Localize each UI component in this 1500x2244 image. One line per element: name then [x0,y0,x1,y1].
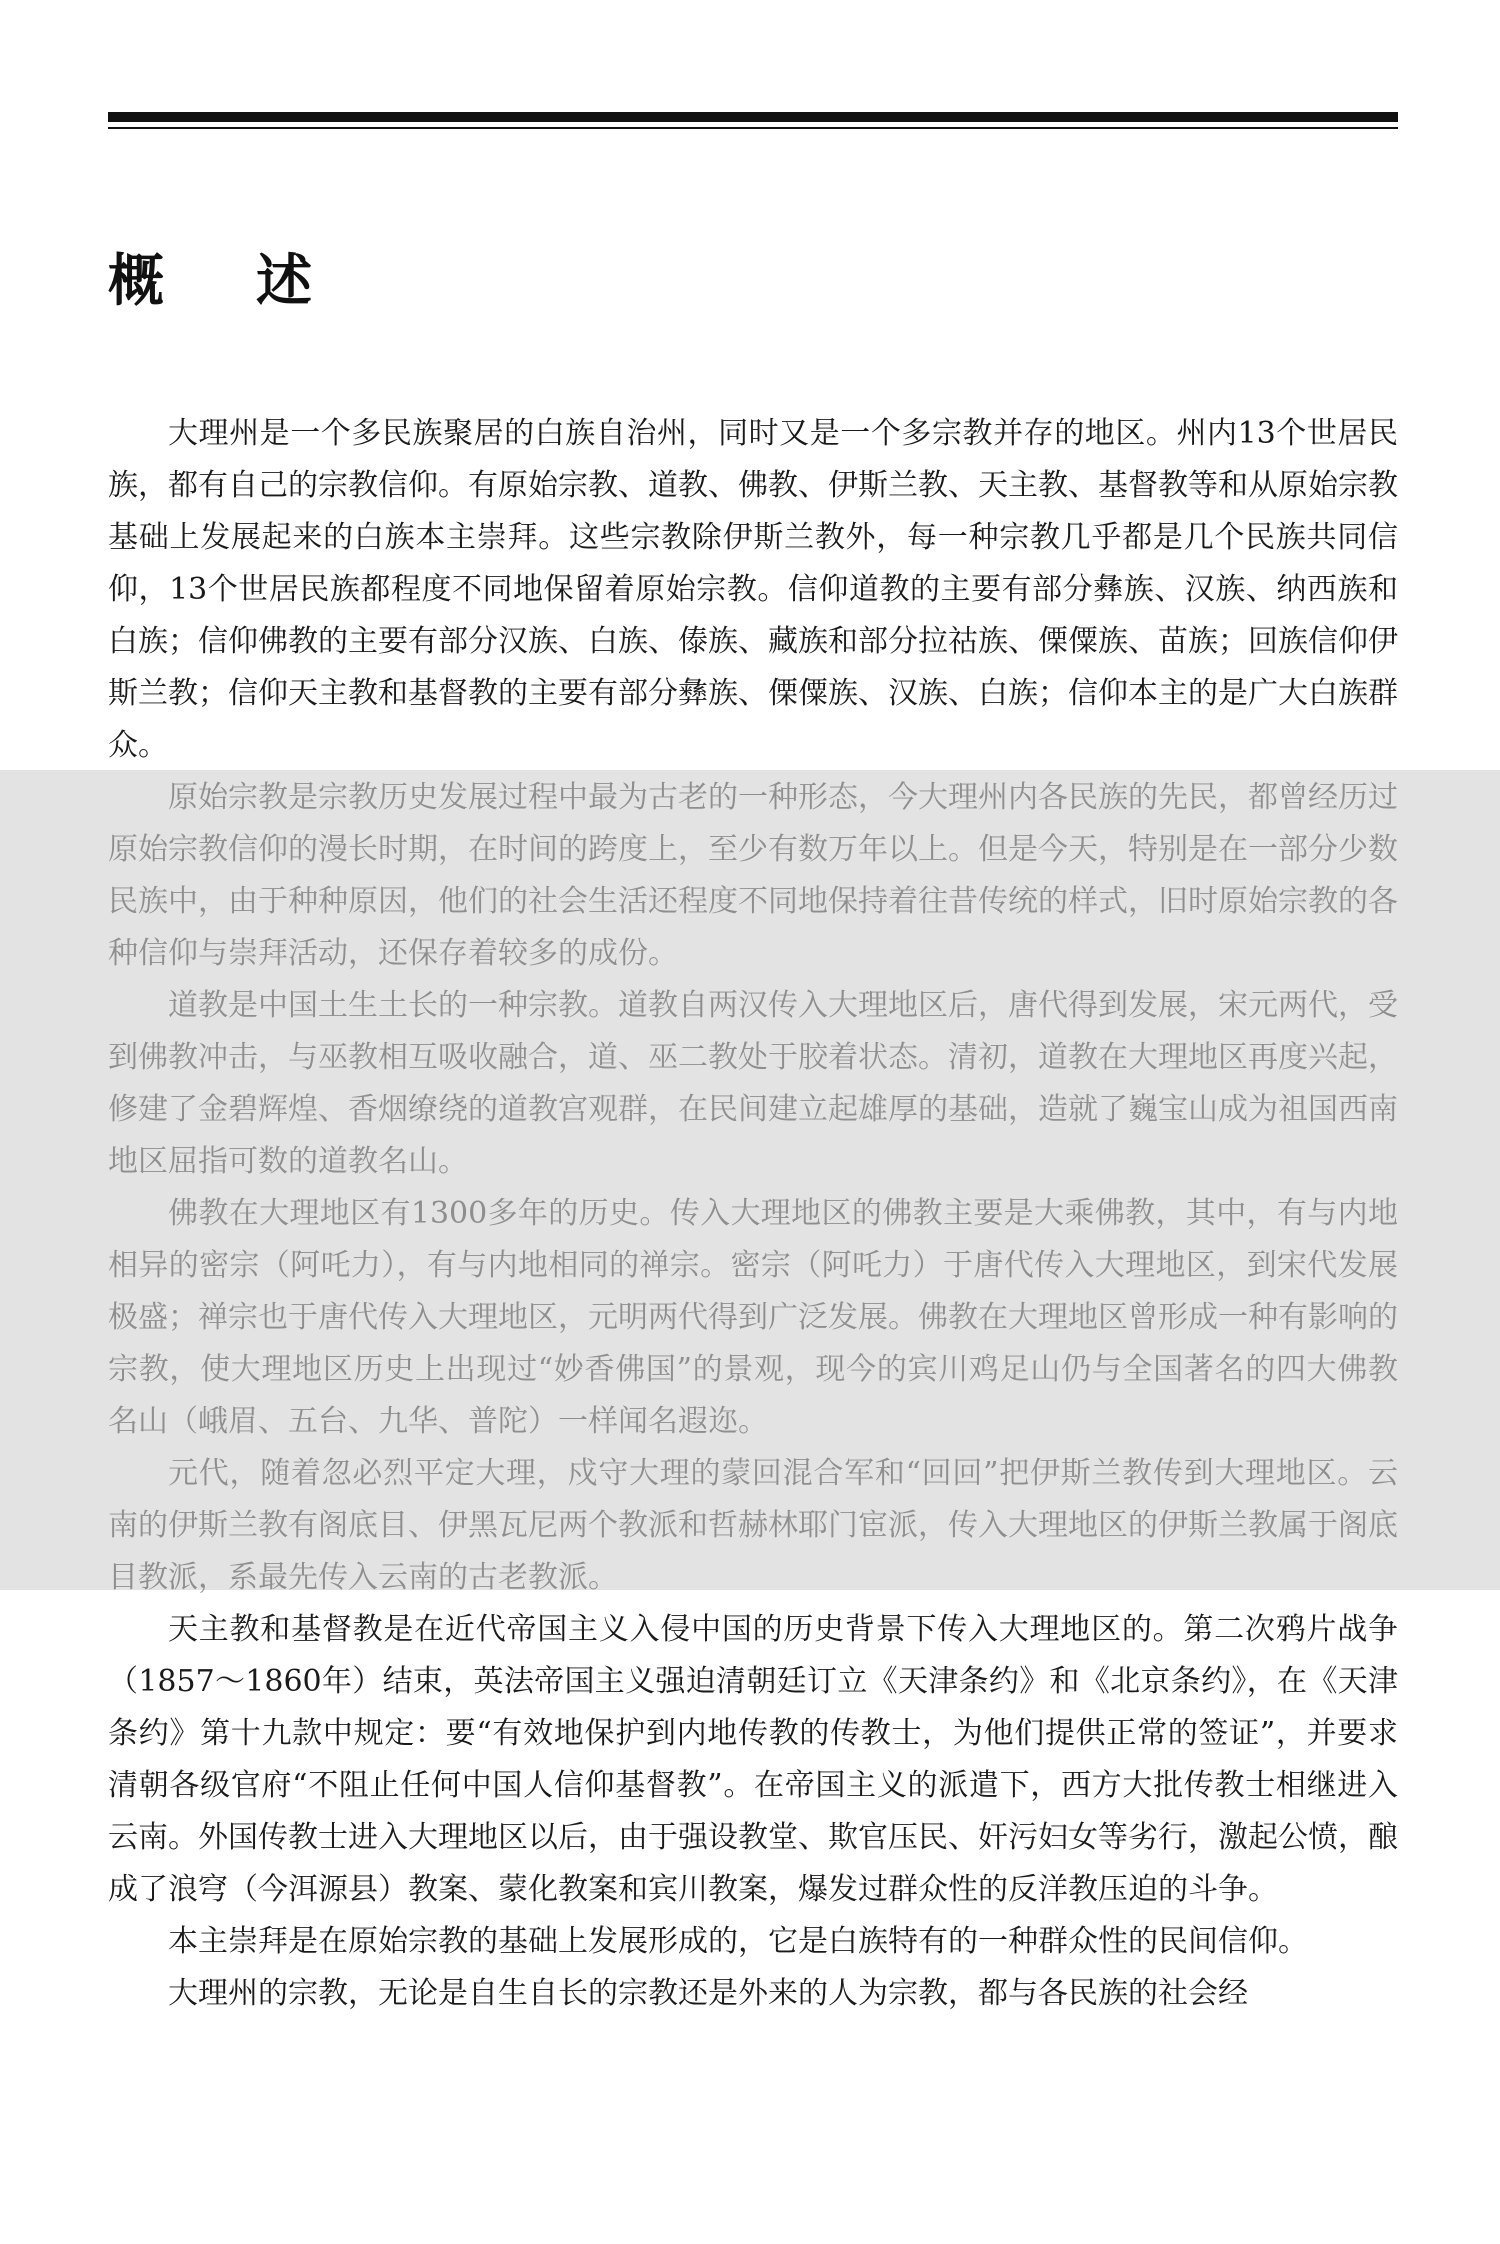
chapter-title-char-1: 概 [108,249,164,314]
paragraph-taoism: 道教是中国土生土长的一种宗教。道教自两汉传入大理地区后，唐代得到发展，宋元两代，受到佛教冲击，与巫教相互吸收融合，道、巫二教处于胶着状态。清初，道教在大理地区再度兴起，修建了金碧辉煌、香烟缭绕的道教宫观群，在民间建立起雄厚的基础，造就了巍宝山成为祖国西南地区屈指可数的道教名山。 [108,988,1398,1179]
paragraph-benzhu: 本主崇拜是在原始宗教的基础上发展形成的，它是白族特有的一种群众性的民间信仰。 [168,1924,1308,1959]
paragraph-primitive-religion: 原始宗教是宗教历史发展过程中最为古老的一种形态，今大理州内各民族的先民，都曾经历过原始宗教信仰的漫长时期，在时间的跨度上，至少有数万年以上。但是今天，特别是在一部分少数民族中，由于种种原因，他们的社会生活还程度不同地保持着往昔传统的样式，旧时原始宗教的各种信仰与崇拜活动，还保存着较多的成份。 [108,780,1398,971]
chapter-title [108,246,312,318]
header-rule-thin [108,127,1398,129]
paragraph-buddhism: 佛教在大理地区有1300多年的历史。传入大理地区的佛教主要是大乘佛教，其中，有与内地相异的密宗（阿吒力），有与内地相同的禅宗。密宗（阿吒力）于唐代传入大理地区，到宋代发展极盛；禅宗也于唐代传入大理地区，元明两代得到广泛发展。佛教在大理地区曾形成一种有影响的宗教，使大理地区历史上出现过“妙香佛国”的景观，现今的宾川鸡足山仍与全国著名的四大佛教名山（峨眉、五台、九华、普陀）一样闻名遐迩。 [108,1196,1398,1439]
body-text [108,408,1398,2020]
paragraph-conclusion: 大理州的宗教，无论是自生自长的宗教还是外来的人为宗教，都与各民族的社会经 [168,1976,1248,2011]
header-rule-thick [108,112,1398,122]
paragraph-christianity: 天主教和基督教是在近代帝国主义入侵中国的历史背景下传入大理地区的。第二次鸦片战争（1857～1860年）结束，英法帝国主义强迫清朝廷订立《天津条约》和《北京条约》，在《天津条约》第十九款中规定：要“有效地保护到内地传教的传教士，为他们提供正常的签证”，并要求清朝各级官府“不阻止任何中国人信仰基督教”。在帝国主义的派遣下，西方大批传教士相继进入云南。外国传教士进入大理地区以后，由于强设教堂、欺官压民、奸污妇女等劣行，激起公愤，酿成了浪穹（今洱源县）教案、蒙化教案和宾川教案，爆发过群众性的反洋教压迫的斗争。 [108,1612,1398,1907]
paragraph-islam: 元代，随着忽必烈平定大理，戍守大理的蒙回混合军和“回回”把伊斯兰教传到大理地区。云南的伊斯兰教有阁底目、伊黑瓦尼两个教派和哲赫林耶门宦派，传入大理地区的伊斯兰教属于阁底目教派，系最先传入云南的古老教派。 [108,1456,1398,1595]
chapter-title-char-2: 述 [256,249,312,314]
paragraph-overview: 大理州是一个多民族聚居的白族自治州，同时又是一个多宗教并存的地区。州内13个世居民族，都有自己的宗教信仰。有原始宗教、道教、佛教、伊斯兰教、天主教、基督教等和从原始宗教基础上发展起来的白族本主崇拜。这些宗教除伊斯兰教外，每一种宗教几乎都是几个民族共同信仰，13个世居民族都程度不同地保留着原始宗教。信仰道教的主要有部分彝族、汉族、纳西族和白族；信仰佛教的主要有部分汉族、白族、傣族、藏族和部分拉祜族、傈僳族、苗族；回族信仰伊斯兰教；信仰天主教和基督教的主要有部分彝族、傈僳族、汉族、白族；信仰本主的是广大白族群众。 [108,416,1398,763]
